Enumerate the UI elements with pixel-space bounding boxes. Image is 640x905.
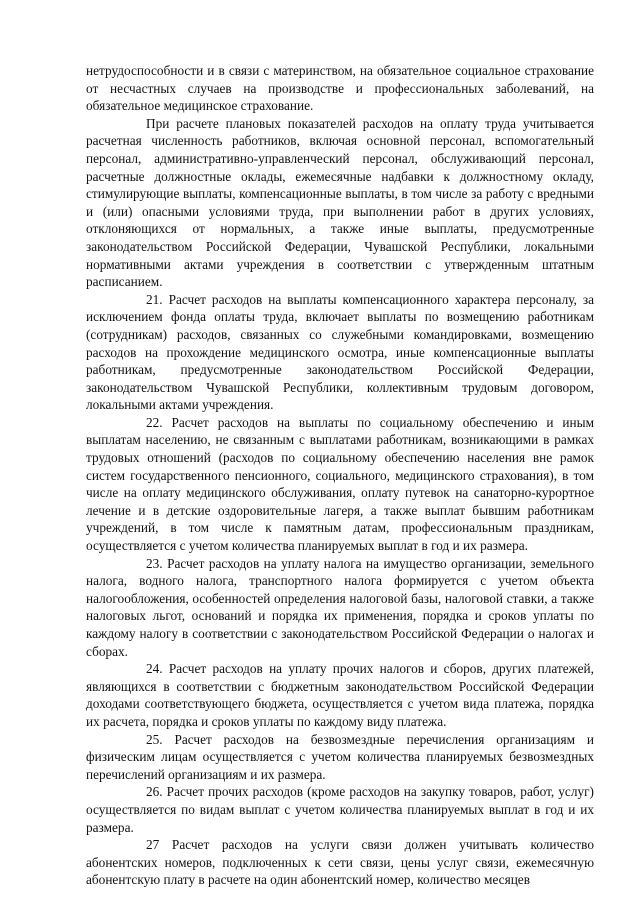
paragraph-25: 25. Расчет расходов на безвозмездные перечисления организациям и физическим лицам осуществляется с учетом количества планируемых безвозмездных перечислений организациям и их размера. (86, 731, 594, 782)
paragraph-23: 23. Расчет расходов на уплату налога на имущество организации, земельного налога, водного налога, транспортного налога формируется с учетом объекта налогообложения, особенностей определения налоговой базы, налоговой ставки, а также налоговых льгот, оснований и порядка их применения, порядка и сроков уплаты по каждому налогу в соответствии с законодательством Российской Федерации о налогах и сборах. (86, 555, 594, 659)
paragraph-continuation: нетрудоспособности и в связи с материнством, на обязательное социальное страхование от несчастных случаев на производстве и профессиональных заболеваний, на обязательное медицинское страхование. (86, 63, 594, 114)
paragraph-22: 22. Расчет расходов на выплаты по социальному обеспечению и иным выплатам населению, не связанным с выплатами работникам, возникающими в рамках трудовых отношений (расходов по социальному обеспечению населения вне рамок систем государственного пенсионного, социального, медицинского страхования), в том числе на оплату медицинского обслуживания, оплату путевок на санаторно-курортное лечение и в детские оздоровительные лагеря, а также выплат бывшим работникам учреждений, в том числе к памятным датам, профессиональным праздникам, осуществляется с учетом количества планируемых выплат в год и их размера. (86, 414, 594, 554)
paragraph-27: 27 Расчет расходов на услуги связи должен учитывать количество абонентских номеров, подключенных к сети связи, цены услуг связи, ежемесячную абонентскую плату в расчете на один абонентский номер, количество месяцев (86, 837, 594, 888)
paragraph-labor-cost: При расчете плановых показателей расходов на оплату труда учитывается расчетная численность работников, включая основной персонал, вспомогательный персонал, административно-управленческий персонал, обслуживающий персонал, расчетные должностные оклады, ежемесячные надбавки к должностному окладу, стимулирующие выплаты, компенсационные выплаты, в том числе за работу с вредными и (или) опасными условиями труда, при выполнении работ в других условиях, отклоняющихся от нормальных, а также иные выплаты, предусмотренные законодательством Российской Федерации, Чувашской Республики, локальными нормативными актами учреждения в соответствии с утвержденным штатным расписанием. (86, 115, 594, 290)
paragraph-21: 21. Расчет расходов на выплаты компенсационного характера персоналу, за исключением фонда оплаты труда, включает выплаты по возмещению работникам (сотрудникам) расходов, связанных со служебными командировками, возмещению расходов на прохождение медицинского осмотра, иные компенсационные выплаты работникам, предусмотренные законодательством Российской Федерации, законодательством Чувашской Республики, коллективным трудовым договором, локальными актами учреждения. (86, 291, 594, 413)
paragraph-24: 24. Расчет расходов на уплату прочих налогов и сборов, других платежей, являющихся в соответствии с бюджетным законодательством Российской Федерации доходами соответствующего бюджета, осуществляется с учетом вида платежа, порядка их расчета, порядка и сроков уплаты по каждому виду платежа. (86, 661, 594, 729)
paragraph-26: 26. Расчет прочих расходов (кроме расходов на закупку товаров, работ, услуг) осуществляется по видам выплат с учетом количества планируемых выплат в год и их размера. (86, 784, 594, 835)
document-body (86, 62, 594, 889)
